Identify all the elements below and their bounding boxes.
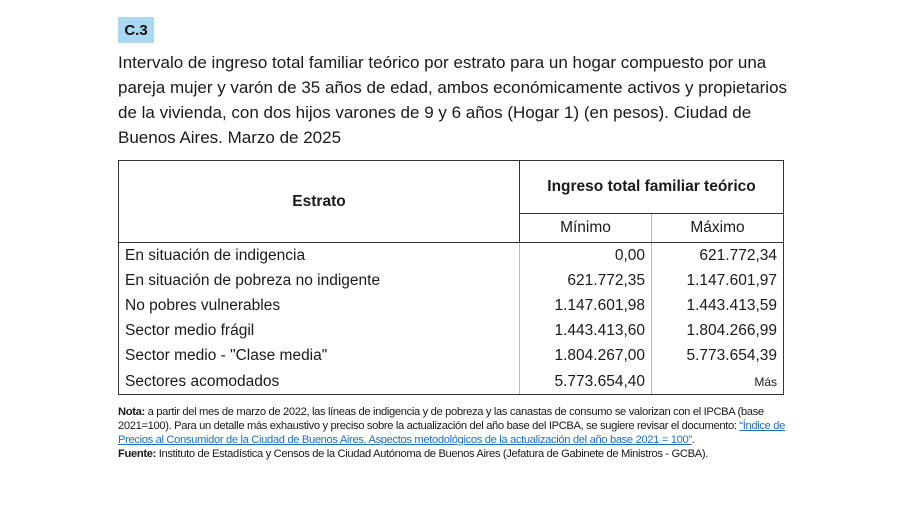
cell-minimo: 1.147.601,98 — [520, 293, 652, 318]
cell-minimo: 1.443.413,60 — [520, 319, 652, 344]
table-row — [119, 293, 784, 318]
section-badge: C.3 — [118, 17, 154, 43]
cell-maximo: 621.772,34 — [652, 243, 784, 269]
nota-label: Nota: — [118, 406, 145, 418]
cell-estrato: Sector medio frágil — [119, 319, 520, 344]
header-ingreso-group: Ingreso total familiar teórico — [520, 161, 784, 214]
cell-maximo: Más — [652, 369, 784, 395]
fuente-paragraph — [118, 447, 798, 461]
nota-text: a partir del mes de marzo de 2022, las líneas de indigencia y de pobreza y las canastas de consumo se valorizan con el IPCBA (base 2021=100). Para un detalle más exhaustivo y preciso sobre la actualización del año base del IPCBA, se sugiere revisar el documento: — [118, 406, 764, 432]
table-row — [119, 344, 784, 369]
header-maximo: Máximo — [652, 214, 784, 243]
nota-end: . — [691, 434, 695, 446]
table-title: Intervalo de ingreso total familiar teórico por estrato para un hogar compuesto por una pareja mujer y varón de 35 años de edad, ambos económicamente activos y propietarios de la vivienda, con dos hijos varones de 9 y 6 años (Hogar 1) (en pesos). Ciudad de Buenos Aires. Marzo de 2025 — [118, 53, 788, 147]
table-notes — [118, 405, 798, 461]
cell-estrato: En situación de pobreza no indigente — [119, 268, 520, 293]
cell-minimo: 621.772,35 — [520, 268, 652, 293]
cell-maximo: 5.773.654,39 — [652, 344, 784, 369]
cell-minimo: 0,00 — [520, 243, 652, 269]
table-row — [119, 243, 784, 269]
ipcba-document-link[interactable]: “Índice de Precios al Consumidor de la Ciudad de Buenos Aires. Aspectos metodológicos de la actualización del año base 2021 = 100” — [118, 420, 786, 446]
fuente-label: Fuente: — [118, 448, 156, 460]
cell-minimo: 1.804.267,00 — [520, 344, 652, 369]
fuente-text: Instituto de Estadística y Censos de la Ciudad Autónoma de Buenos Aires (Jefatura de Gabinete de Ministros - GCBA). — [155, 448, 708, 460]
cell-estrato: No pobres vulnerables — [119, 293, 520, 318]
nota-paragraph — [118, 405, 798, 447]
header-minimo: Mínimo — [520, 214, 652, 243]
income-strata-table — [118, 160, 784, 395]
table-row — [119, 319, 784, 344]
cell-maximo: 1.443.413,59 — [652, 293, 784, 318]
cell-minimo: 5.773.654,40 — [520, 369, 652, 395]
cell-estrato: Sector medio - "Clase media" — [119, 344, 520, 369]
table-row — [119, 369, 784, 395]
cell-maximo: 1.804.266,99 — [652, 319, 784, 344]
header-estrato: Estrato — [119, 161, 520, 243]
table-row — [119, 268, 784, 293]
cell-estrato: En situación de indigencia — [119, 243, 520, 269]
cell-estrato: Sectores acomodados — [119, 369, 520, 395]
cell-maximo: 1.147.601,97 — [652, 268, 784, 293]
